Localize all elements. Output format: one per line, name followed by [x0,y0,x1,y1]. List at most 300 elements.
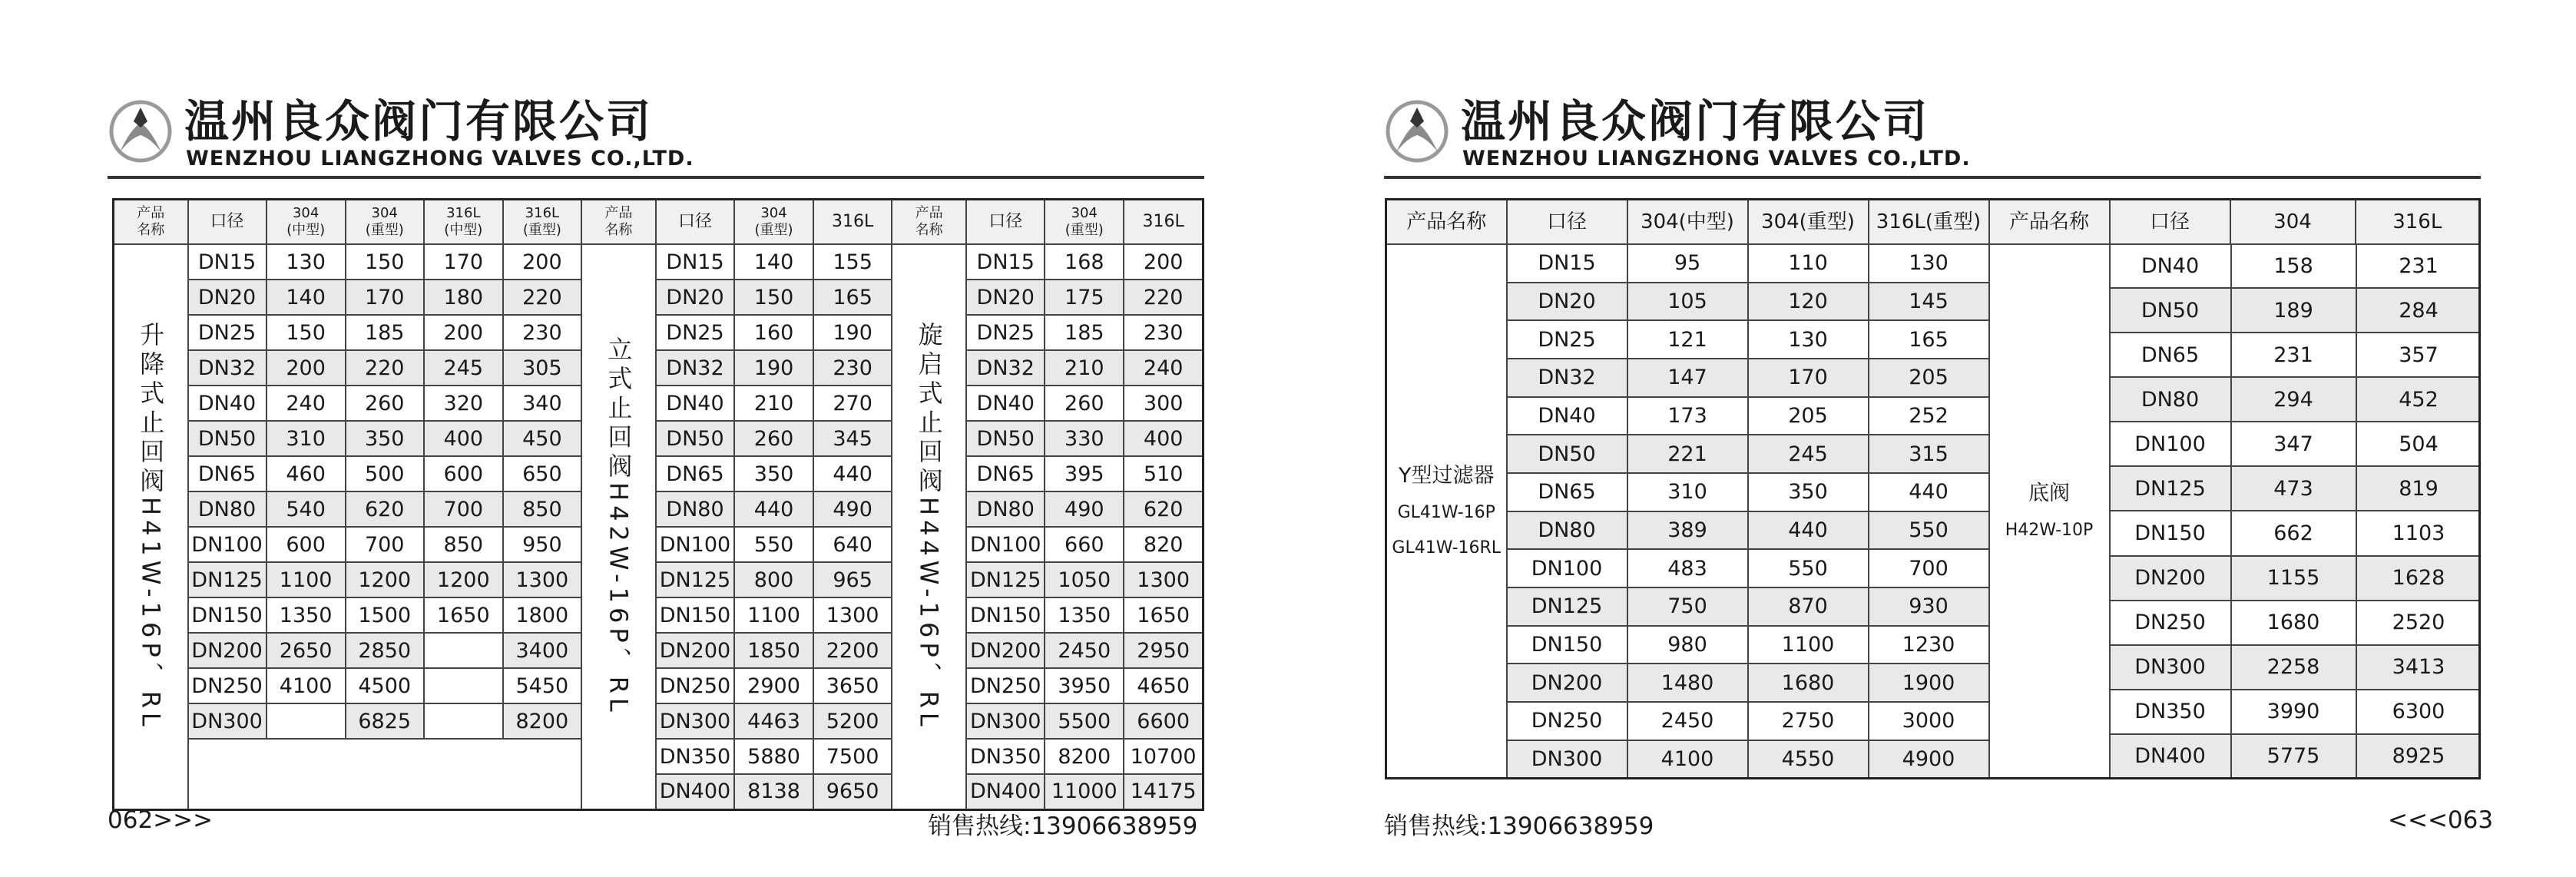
price-cell: 1800 [503,597,581,633]
product-name-lift-check-valve [114,244,188,809]
size-cell: DN125 [1507,587,1627,626]
price-cell: 200 [267,350,346,386]
size-cell: DN50 [656,421,734,456]
header-316l-heavy: 316L (重型) [503,200,581,245]
price-cell: 340 [503,386,581,421]
price-cell: 1650 [424,597,503,633]
table-row [114,456,1204,491]
price-cell: 130 [267,244,346,280]
price-cell: 1480 [1627,664,1748,702]
size-cell: DN125 [2111,466,2231,511]
price-cell: 8925 [2356,734,2481,777]
header-304-mid: 304 (中型) [267,200,346,245]
price-cell: 305 [503,350,581,386]
price-cell: 3950 [1045,668,1124,703]
price-cell: 600 [267,527,346,562]
price-cell: 550 [1869,511,1989,550]
table-row [2111,601,2481,645]
right-price-table [1385,198,2481,779]
size-cell: DN40 [188,386,267,421]
price-cell: 294 [2231,377,2356,422]
size-cell: DN25 [656,315,734,350]
price-cell: 165 [1869,320,1989,359]
price-cell: 4650 [1124,668,1203,703]
price-cell: 260 [346,386,424,421]
price-cell: 345 [813,421,892,456]
table-row [2111,511,2481,555]
price-cell: 10700 [1124,739,1203,774]
size-cell: DN32 [656,350,734,386]
size-cell: DN250 [656,668,734,703]
size-cell: DN15 [656,244,734,280]
table-row [114,633,1204,668]
size-cell: DN20 [188,280,267,315]
size-cell: DN300 [966,703,1045,739]
company-logo-icon [1384,98,1450,164]
size-cell: DN200 [1507,664,1627,702]
size-cell: DN300 [2111,645,2231,690]
price-cell: 220 [1124,280,1203,315]
price-cell: 205 [1748,397,1869,435]
table-row [114,350,1204,386]
price-cell: 4500 [346,668,424,703]
price-cell: 230 [813,350,892,386]
price-cell: 310 [267,421,346,456]
size-cell: DN80 [188,491,267,527]
price-cell: 700 [346,527,424,562]
price-cell: 6600 [1124,703,1203,739]
price-cell: 500 [346,456,424,491]
price-cell: 357 [2356,333,2481,377]
price-cell: 130 [1748,320,1869,359]
price-cell: 870 [1748,587,1869,626]
price-cell: 700 [424,491,503,527]
price-cell: 158 [2231,245,2356,288]
price-cell: 5880 [734,739,813,774]
price-cell: 14175 [1124,774,1203,809]
price-cell: 260 [734,421,813,456]
size-cell: DN300 [188,703,267,739]
left-price-table [112,198,1204,811]
product-name-text: 立式止回阀H42W-16P、RL [604,336,634,717]
product-name-vertical-check-valve [581,244,656,809]
price-cell: 185 [1045,315,1124,350]
price-cell: 150 [734,280,813,315]
price-cell: 145 [1869,283,1989,321]
size-cell: DN65 [188,456,267,491]
price-cell: 150 [346,244,424,280]
price-cell: 350 [1748,473,1869,511]
price-cell: 210 [734,386,813,421]
size-cell: DN300 [1507,740,1627,779]
company-name-en: WENZHOU LIANGZHONG VALVES CO.,LTD. [186,147,694,170]
price-cell: 965 [813,562,892,597]
price-cell: 8200 [503,703,581,739]
sales-hotline: 销售热线:13906638959 [928,812,1198,840]
price-cell: 165 [813,280,892,315]
price-cell: 4100 [1627,740,1748,779]
price-cell: 230 [503,315,581,350]
price-cell: 210 [1045,350,1124,386]
header-product-name: 产品 名称 [114,200,188,245]
price-cell: 3650 [813,668,892,703]
table-row [2111,466,2481,511]
price-cell: 800 [734,562,813,597]
size-cell: DN65 [656,456,734,491]
table-row [2111,377,2481,422]
size-cell: DN25 [1507,320,1627,359]
price-cell: 310 [1627,473,1748,511]
header-304-mid: 304(中型) [1627,200,1748,245]
header-304-heavy: 304 (重型) [346,200,424,245]
table-row [114,491,1204,527]
price-cell: 200 [1124,244,1203,280]
table-row [2111,333,2481,377]
price-cell: 11000 [1045,774,1124,809]
company-name-cn: 温州良众阀门有限公司 [1461,95,1930,147]
price-cell: 180 [424,280,503,315]
price-cell: 440 [1869,473,1989,511]
header-304-heavy-2: 304 (重型) [734,200,813,245]
price-cell: 220 [346,350,424,386]
price-cell: 650 [503,456,581,491]
price-cell: 440 [813,456,892,491]
table-row [114,739,1204,774]
price-cell: 400 [1124,421,1203,456]
size-cell: DN25 [966,315,1045,350]
size-cell: DN50 [1507,435,1627,473]
price-cell: 4463 [734,703,813,739]
size-cell: DN15 [188,244,267,280]
price-cell: 450 [503,421,581,456]
header-304: 304 [2230,200,2356,245]
header-product-name-3: 产品 名称 [892,200,966,245]
price-cell: 2450 [1045,633,1124,668]
header-size: 口径 [1507,200,1627,245]
price-cell: 504 [2356,422,2481,466]
price-cell: 2750 [1748,702,1869,740]
size-cell: DN400 [2111,734,2231,777]
price-cell: 4900 [1869,740,1989,779]
size-cell: DN50 [966,421,1045,456]
table-header-row [114,200,1204,245]
size-cell: DN100 [188,527,267,562]
price-cell: 6825 [346,703,424,739]
header-product-name: 产品名称 [1386,200,1507,245]
price-cell: 483 [1627,549,1748,587]
header-rule [1384,176,2481,179]
table-row [114,562,1204,597]
table-row [114,386,1204,421]
size-cell: DN100 [1507,549,1627,587]
company-logo-icon [108,98,174,164]
price-cell: 1500 [346,597,424,633]
table-row [114,421,1204,456]
price-cell: 231 [2356,245,2481,288]
price-cell: 1100 [267,562,346,597]
price-cell: 5775 [2231,734,2356,777]
table-row [114,315,1204,350]
price-cell: 600 [424,456,503,491]
price-cell: 540 [267,491,346,527]
price-cell: 1300 [503,562,581,597]
product-name-line: 底阀 [2028,481,2070,505]
size-cell: DN32 [966,350,1045,386]
price-cell: 1300 [1124,562,1203,597]
price-cell: 1350 [267,597,346,633]
size-cell: DN200 [656,633,734,668]
price-cell: 160 [734,315,813,350]
company-name-cn: 温州良众阀门有限公司 [184,95,654,147]
size-cell: DN25 [188,315,267,350]
price-cell: 1200 [346,562,424,597]
price-cell: 9650 [813,774,892,809]
size-cell: DN125 [188,562,267,597]
price-cell: 620 [346,491,424,527]
price-cell: 190 [813,315,892,350]
price-cell: 2850 [346,633,424,668]
size-cell: DN80 [1507,511,1627,550]
price-cell: 270 [813,386,892,421]
price-cell: 2450 [1627,702,1748,740]
price-cell: 1100 [1748,626,1869,664]
foot-valve-values [2110,244,2480,779]
price-cell: 1350 [1045,597,1124,633]
size-cell: DN32 [1507,359,1627,397]
size-cell: DN150 [1507,626,1627,664]
header-product-name-2: 产品 名称 [581,200,656,245]
table-row [114,703,1204,739]
right-page [1288,0,2576,877]
foot-valve-table [2111,245,2481,777]
price-cell: 3400 [503,633,581,668]
price-cell: 389 [1627,511,1748,550]
price-cell: 750 [1627,587,1748,626]
page-number: 062>>> [108,806,214,834]
size-cell: DN150 [2111,511,2231,555]
price-cell: 6300 [2356,690,2481,734]
price-cell: 980 [1627,626,1748,664]
table-row [1386,244,2480,283]
size-cell: DN65 [2111,333,2231,377]
price-cell: 140 [734,244,813,280]
price-cell: 168 [1045,244,1124,280]
size-cell: DN300 [656,703,734,739]
size-cell: DN200 [188,633,267,668]
price-cell: 2950 [1124,633,1203,668]
price-cell: 3990 [2231,690,2356,734]
price-cell: 221 [1627,435,1748,473]
size-cell: DN20 [1507,283,1627,321]
product-name-text: 旋启式止回阀H44W-16P、RL [914,322,944,732]
size-cell: DN100 [966,527,1045,562]
price-cell: 4100 [267,668,346,703]
price-cell: 1900 [1869,664,1989,702]
size-cell: DN80 [656,491,734,527]
price-cell: 640 [813,527,892,562]
price-cell: 170 [346,280,424,315]
price-cell: 185 [346,315,424,350]
table-row [2111,288,2481,333]
price-cell: 1103 [2356,511,2481,555]
price-cell: 350 [346,421,424,456]
header-size-2: 口径 [2110,200,2230,245]
price-cell: 2650 [267,633,346,668]
price-cell: 1850 [734,633,813,668]
header-size-2: 口径 [656,200,734,245]
product-name-line: Y型过滤器 [1399,463,1495,488]
header-size-3: 口径 [966,200,1045,245]
table-row [2111,734,2481,777]
price-cell: 1155 [2231,556,2356,601]
price-cell: 2258 [2231,645,2356,690]
header-304-heavy: 304(重型) [1748,200,1869,245]
price-cell: 170 [424,244,503,280]
price-cell: 240 [267,386,346,421]
size-cell: DN40 [966,386,1045,421]
price-cell: 662 [2231,511,2356,555]
price-cell [424,703,503,739]
size-cell: DN200 [2111,556,2231,601]
price-cell: 1680 [1748,664,1869,702]
price-cell: 700 [1869,549,1989,587]
price-cell: 660 [1045,527,1124,562]
size-cell: DN250 [966,668,1045,703]
size-cell: DN250 [1507,702,1627,740]
company-name-en: WENZHOU LIANGZHONG VALVES CO.,LTD. [1462,147,1971,170]
price-cell: 205 [1869,359,1989,397]
price-cell: 330 [1045,421,1124,456]
price-cell: 300 [1124,386,1203,421]
size-cell: DN50 [188,421,267,456]
price-cell: 110 [1748,244,1869,283]
price-cell: 850 [424,527,503,562]
product-name-swing-check-valve [892,244,966,809]
size-cell: DN50 [2111,288,2231,333]
price-cell: 175 [1045,280,1124,315]
size-cell: DN40 [2111,245,2231,288]
size-cell: DN40 [656,386,734,421]
product-model-line: GL41W-16RL [1392,538,1502,558]
price-cell: 189 [2231,288,2356,333]
price-cell: 473 [2231,466,2356,511]
price-cell: 173 [1627,397,1748,435]
size-cell: DN65 [966,456,1045,491]
table-row [114,244,1204,280]
price-cell: 440 [734,491,813,527]
price-cell: 5200 [813,703,892,739]
price-cell: 350 [734,456,813,491]
price-cell: 170 [1748,359,1869,397]
price-cell: 4550 [1748,740,1869,779]
product-model-line: GL41W-16P [1397,502,1495,522]
table-row [2111,690,2481,734]
table-row [114,527,1204,562]
price-cell: 150 [267,315,346,350]
price-cell: 130 [1869,244,1989,283]
table-row [2111,556,2481,601]
price-cell [424,633,503,668]
price-cell: 2900 [734,668,813,703]
price-cell: 440 [1748,511,1869,550]
size-cell: DN15 [966,244,1045,280]
size-cell: DN65 [1507,473,1627,511]
price-cell: 120 [1748,283,1869,321]
product-name-y-strainer [1386,244,1507,779]
header-size: 口径 [188,200,267,245]
price-cell: 105 [1627,283,1748,321]
size-cell: DN350 [2111,690,2231,734]
price-cell: 8138 [734,774,813,809]
product-name-text [1387,457,1506,566]
price-cell: 1680 [2231,601,2356,645]
price-cell: 1650 [1124,597,1203,633]
price-cell: 2200 [813,633,892,668]
price-cell: 1230 [1869,626,1989,664]
price-cell: 490 [813,491,892,527]
price-cell: 550 [1748,549,1869,587]
size-cell: DN80 [2111,377,2231,422]
header-316l-2: 316L [813,200,892,245]
size-cell: DN15 [1507,244,1627,283]
table-header-row [1386,200,2480,245]
size-cell: DN80 [966,491,1045,527]
price-cell: 95 [1627,244,1748,283]
header-304-heavy-3: 304 (重型) [1045,200,1124,245]
price-cell: 930 [1869,587,1989,626]
product-name-foot-valve [1989,244,2110,779]
price-cell: 1300 [813,597,892,633]
header-rule [108,176,1204,179]
size-cell: DN40 [1507,397,1627,435]
header-product-name-2: 产品名称 [1989,200,2110,245]
price-cell: 1100 [734,597,813,633]
header-316l-3: 316L [1124,200,1203,245]
price-cell: 1050 [1045,562,1124,597]
header-316l-heavy: 316L(重型) [1869,200,1989,245]
size-cell: DN125 [966,562,1045,597]
price-cell: 121 [1627,320,1748,359]
price-cell: 490 [1045,491,1124,527]
price-cell: 3000 [1869,702,1989,740]
product-name-text [1990,475,2109,548]
price-cell: 260 [1045,386,1124,421]
product-model-line: H42W-10P [2005,520,2094,540]
product-name-text: 升降式止回阀H41W-16P、RL [136,322,166,732]
sales-hotline: 销售热线:13906638959 [1384,812,1654,840]
price-cell: 452 [2356,377,2481,422]
size-cell: DN350 [966,739,1045,774]
price-cell: 395 [1045,456,1124,491]
table-row [114,597,1204,633]
size-cell: DN20 [966,280,1045,315]
size-cell: DN100 [2111,422,2231,466]
size-cell: DN125 [656,562,734,597]
size-cell: DN250 [188,668,267,703]
table-row [2111,645,2481,690]
table-row [114,668,1204,703]
price-cell: 320 [424,386,503,421]
price-cell: 230 [1124,315,1203,350]
price-cell: 315 [1869,435,1989,473]
price-cell: 245 [1748,435,1869,473]
price-cell [424,668,503,703]
page-number: <<<063 [2388,806,2494,834]
price-cell: 155 [813,244,892,280]
table-row [114,280,1204,315]
table-row [2111,245,2481,288]
size-cell: DN150 [656,597,734,633]
